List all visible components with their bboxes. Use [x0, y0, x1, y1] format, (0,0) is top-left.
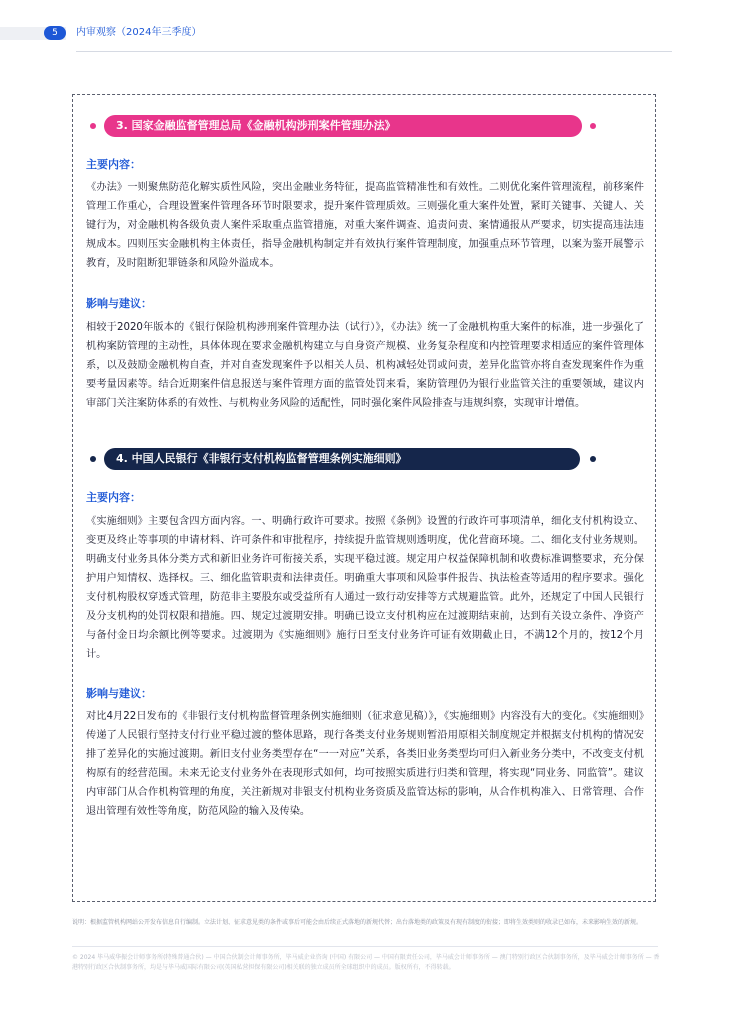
- bullet-dot-left: [90, 456, 96, 462]
- bullet-dot-left: [90, 123, 96, 129]
- section-4-impact: 对比4月22日发布的《非银行支付机构监督管理条例实施细则（征求意见稿）》，《实施细则》内容没有大的变化。《实施细则》传递了人民银行坚持支付行业平稳过渡的整体思路，现行各类支付业务规则暂沿用原相关制度规定并根据支付机构的情况安排了差异化的实施过渡期。新旧支付业务类型存在“一一对应”关系，各类旧业务类型均可归入新业务分类中，不改变支付机构原有的经营范围。未来无论支付业务外在表现形式如何，均可按照实质进行归类和管理，将实现“同业务、同监管”。建议内审部门从合作机构管理的角度，关注新规对非银支付机构业务资质及监管达标的影响，从合作机构准入、日常管理、合作退出管理有效性等角度，防范风险的输入及传染。: [86, 711, 644, 817]
- section-heading-4: 4. 中国人民银行《非银行支付机构监督管理条例实施细则》: [104, 448, 580, 470]
- section-heading-3: 3. 国家金融监督管理总局《金融机构涉刑案件管理办法》: [104, 115, 582, 137]
- section-3-impact: 相较于2020年版本的《银行保险机构涉刑案件管理办法（试行）》，《办法》统一了金融机构重大案件的标准，进一步强化了机构案防管理的主动性，具体体现在要求金融机构建立与自身资产规模、业务复杂程度和内控管理要求相适应的案件管理体系，以及鼓励金融机构自查，并对自查发现案件予以相关人员、机构减轻处罚或问责，差异化监管亦将自查发现案件作为重要考量因素等。结合近期案件信息报送与案件管理方面的监管处罚来看，案防管理仍为银行业监管关注的重要领域，建议内审部门关注案防体系的有效性、与机构业务风险的适配性，同时强化案件风险排查与违规纠察，实现审计增值。: [86, 322, 644, 409]
- footer-divider: [72, 946, 658, 947]
- footnote: 说明：根据监管机构网站公开发布信息自行编制。立法计划、征求意见类的条件或事后可能会由后续正式落地的新规代替；出台落地类的政策及有现有制度的衔接；即将生效类则的收录已如布，未来影响生效的新规。: [72, 919, 643, 926]
- header-title: 内审观察（2024年三季度）: [76, 27, 202, 38]
- bullet-dot-right: [590, 456, 596, 462]
- section-4-content: 《实施细则》主要包含四方面内容。一、明确行政许可要求。按照《条例》设置的行政许可事项清单，细化支付机构设立、变更及终止等事项的申请材料、许可条件和审批程序，持续提升监管规则透明度，优化营商环境。二、细化支付业务规则。明确支付业务具体分类方式和新旧业务许可衔接关系，实现平稳过渡。规定用户权益保障机制和收费标准调整要求，充分保护用户知情权、选择权。三、细化监管职责和法律责任。明确重大事项和风险事件报告、执法检查等适用的程序要求。强化支付机构股权穿透式管理，防范非主要股东或受益所有人通过一致行动安排等方式规避监管。此外，还规定了中国人民银行及分支机构的处罚权限和措施。四、规定过渡期安排。明确已设立支付机构应在过渡期结束前，达到有关设立条件、净资产与备付金日均余额比例等要求。过渡期为《实施细则》施行日至支付业务许可证有效期截止日，不满12个月的，按12个月计。: [86, 516, 644, 660]
- content-label: 主要内容：: [86, 158, 141, 171]
- page-number-badge: 5: [44, 26, 66, 40]
- bullet-dot-right: [590, 123, 596, 129]
- impact-label: 影响与建议：: [86, 687, 152, 700]
- section-3-content: 《办法》一则聚焦防范化解实质性风险，突出金融业务特征，提高监管精准性和有效性。二则优化案件管理流程，前移案件管理工作重心，合理设置案件管理各环节时限要求，提升案件管理质效。三则强化重大案件处置，紧盯关键事、关键人、关键行为，对金融机构各级负责人案件采取重点监管措施，对重大案件调查、追责问责、案情通报从严要求，切实提高违法违规成本。四则压实金融机构主体责任，指导金融机构制定并有效执行案件管理制度，加强重点环节管理，以案为鉴开展警示教育，及时阻断犯罪链条和风险外溢成本。: [86, 182, 644, 269]
- copyright-text: © 2024 毕马威华振会计师事务所(特殊普通合伙) — 中国合伙制会计师事务所，毕马威企业咨询 (中国) 有限公司 — 中国有限责任公司，毕马威会计师事务所 — 澳门特别行政区合伙制事务所，及毕马威会计师事务所 — 香港特别行政区合伙制事务所，均是与毕马威国际有限公司(英国私营担保有限公司)相关联的独立成员所全球组织中的成员。版权所有，不得转载。: [72, 954, 660, 971]
- content-label: 主要内容：: [86, 491, 141, 504]
- impact-label: 影响与建议：: [86, 297, 152, 310]
- header-divider: [76, 51, 672, 52]
